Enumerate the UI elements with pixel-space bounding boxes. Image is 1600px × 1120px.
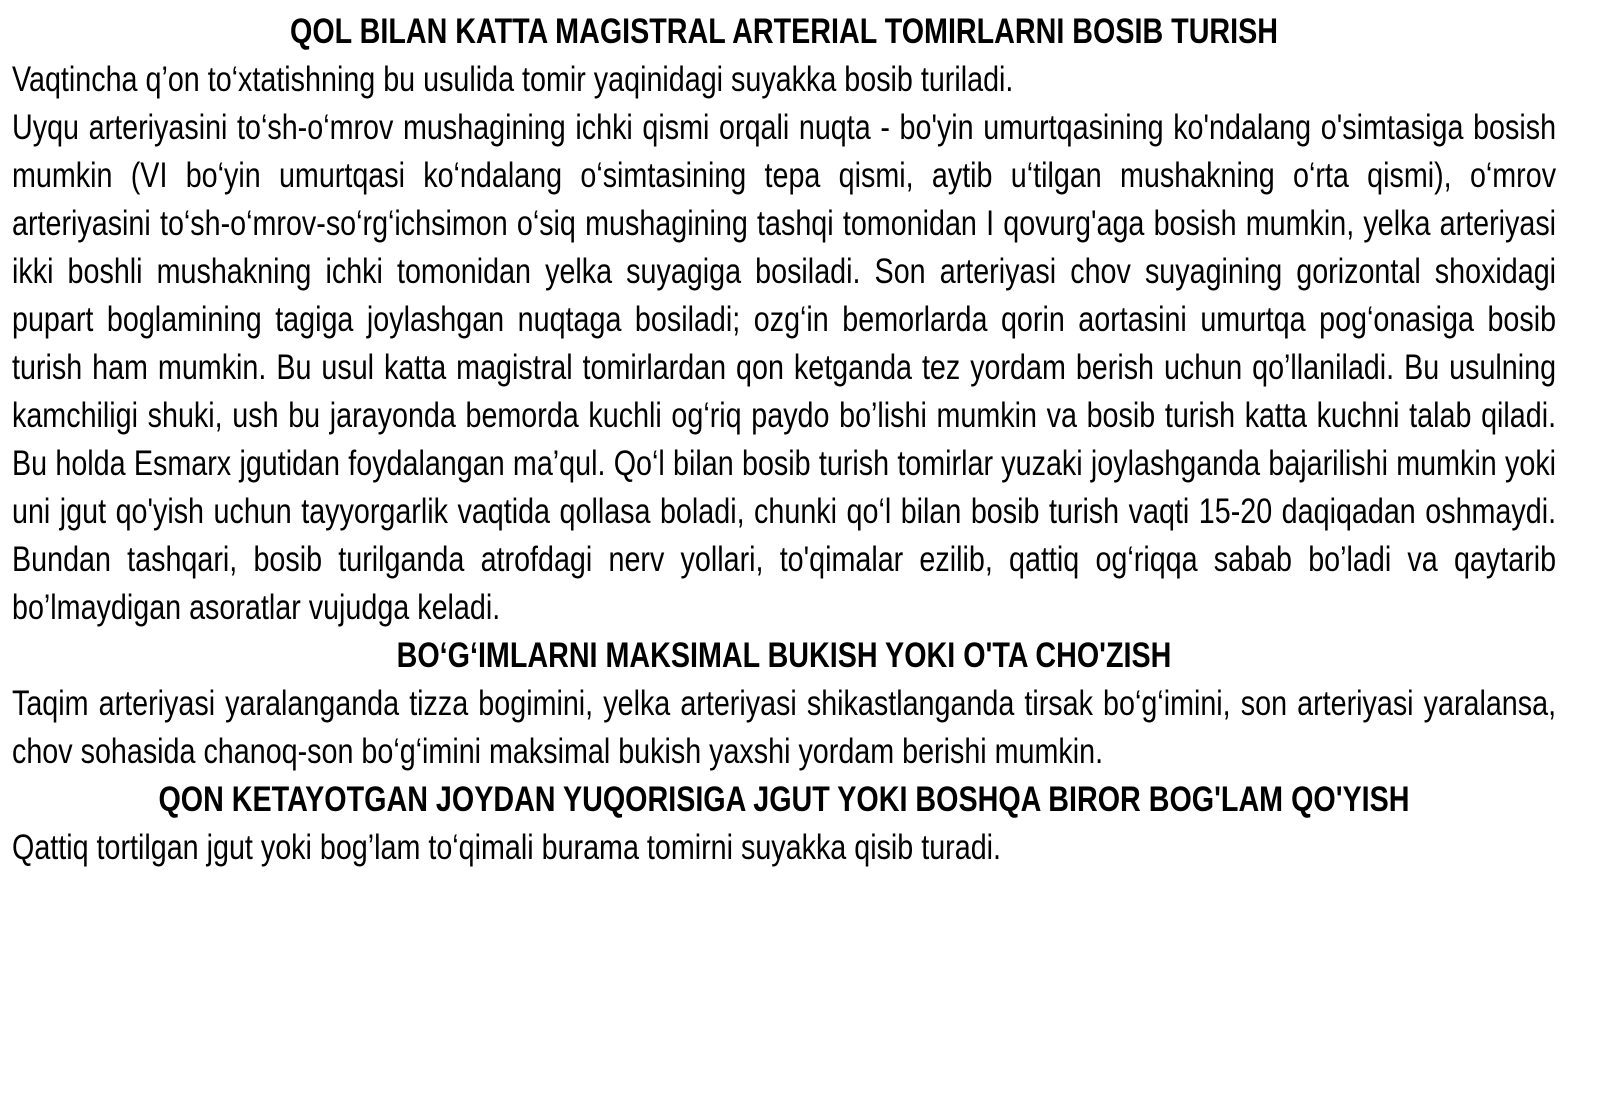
paragraph-intro: Vaqtincha q’on to‘xtatishning bu usulida tomir yaqinidagi suyakka bosib turiladi. (12, 60, 1014, 99)
section-heading-manual-pressure: QOL BILAN KATTA MAGISTRAL ARTERIAL TOMIRLARNI BOSIB TURISH (290, 12, 1278, 51)
document-page (12, 8, 1556, 872)
paragraph-joint-flexion: Taqim arteriyasi yaralanganda tizza bogimini, yelka arteriyasi shikastlanganda tirsak bo‘g‘imini, son arteriyasi yaralansa, chov sohasida chanoq-son bo‘g‘imini maksimal bukish yaxshi yordam berishi mumkin. (12, 684, 1557, 771)
section-heading-joint-flexion: BO‘G‘IMLARNI MAKSIMAL BUKISH YOKI O'TA CHO'ZISH (396, 636, 1172, 675)
paragraph-pressure-points: Uyqu arteriyasini to‘sh-o‘mrov mushagining ichki qismi orqali nuqta - bo'yin umurtqasining ko'ndalang o'simtasiga bosish mumkin (VI bo‘yin umurtqasi ko‘ndalang o‘simtasining tepa qismi, aytib u‘tilgan mushakning o‘rta qismi), o‘mrov arteriyasini to‘sh-o‘mrov-so‘rg‘ichsimon o‘siq mushagining tashqi tomonidan I qovurg'aga bosish mumkin, yelka arteriyasi ikki boshli mushakning ichki tomonidan yelka suyagiga bosiladi. Son arteriyasi chov suyagining gorizontal shoxidagi pupart boglamining tagiga joylashgan nuqtaga bosiladi; ozg‘in bemorlarda qorin aortasini umurtqa pog‘onasiga bosib turish ham mumkin. Bu usul katta magistral tomirlardan qon ketganda tez yordam berish uchun qo’llaniladi. Bu usulning kamchiligi shuki, ush bu jarayonda bemorda kuchli og‘riq paydo bo’lishi mumkin va bosib turish katta kuchni talab qiladi. Bu holda Esmarx jgutidan foydalangan ma’qul. Qo‘l bilan bosib turish tomirlar yuzaki joylashganda bajarilishi mumkin yoki uni jgut qo'yish uchun tayyorgarlik vaqtida qollasa boladi, chunki qo‘l bilan bosib turish vaqti 15-20 daqiqadan oshmaydi. Bundan tashqari, bosib turilganda atrofdagi nerv yollari, to'qimalar ezilib, qattiq og‘riqqa sabab bo’ladi va qaytarib bo’lmaydigan asoratlar vujudga keladi. (12, 108, 1557, 627)
paragraph-tourniquet: Qattiq tortilgan jgut yoki bog’lam to‘qimali burama tomirni suyakka qisib turadi. (12, 828, 1002, 867)
section-heading-tourniquet: QON KETAYOTGAN JOYDAN YUQORISIGA JGUT YOKI BOSHQA BIROR BOG'LAM QO'YISH (158, 780, 1410, 819)
